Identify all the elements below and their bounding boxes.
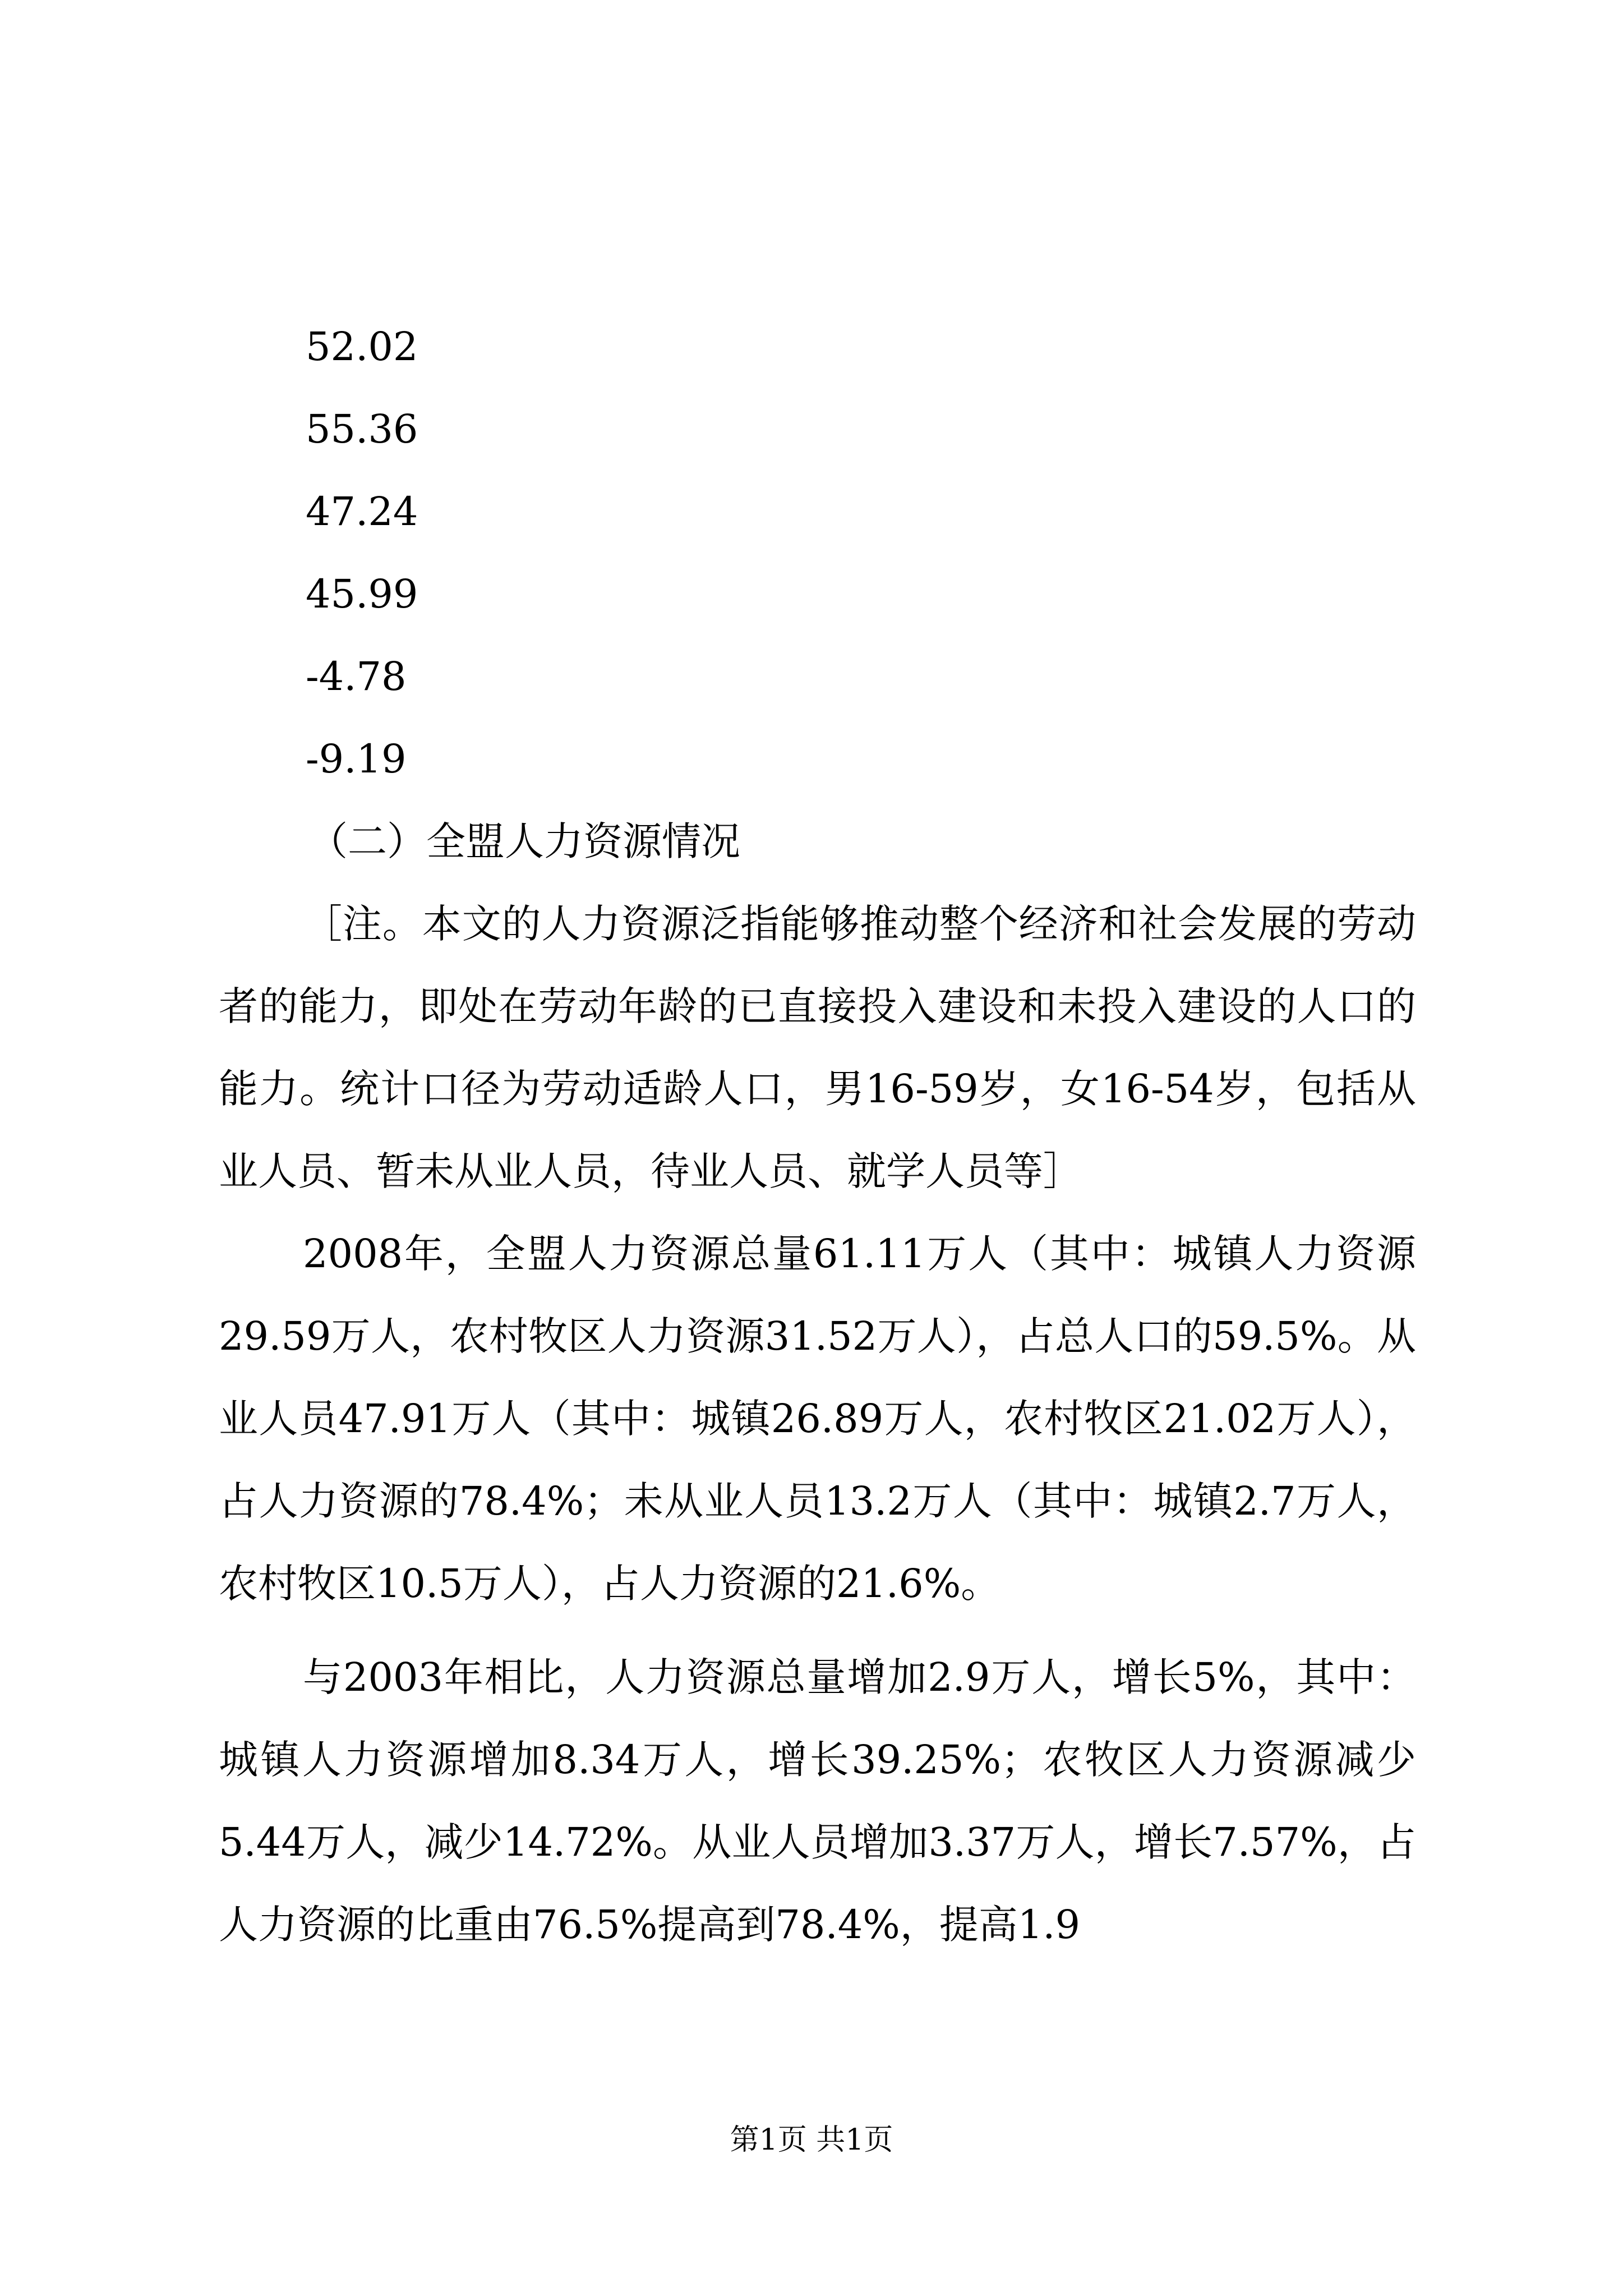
- page-footer: 第1页 共1页: [730, 2123, 893, 2157]
- number-line: -9.19: [306, 736, 407, 782]
- number-line: -4.78: [306, 654, 407, 700]
- number-line: 47.24: [306, 489, 418, 535]
- note-paragraph: ［注。本文的人力资源泛指能够推动整个经济和社会发展的劳动者的能力，即处在劳动年龄的已直接投入建设和未投入建设的人口的能力。统计口径为劳动适龄人口，男16-59岁，女16-54岁，包括从业人员、暂未从业人员，待业人员、就学人员等］: [219, 901, 1416, 1194]
- number-line: 55.36: [306, 406, 418, 452]
- number-line: 45.99: [306, 571, 418, 617]
- statistics-paragraph: 2008年，全盟人力资源总量61.11万人（其中：城镇人力资源29.59万人，农村牧区人力资源31.52万人），占总人口的59.5%。从业人员47.91万人（其中：城镇26.89万人，农村牧区21.02万人），占人力资源的78.4%；未从业人员13.2万人（其中：城镇2.7万人，农村牧区10.5万人），占人力资源的21.6%。: [219, 1231, 1416, 1607]
- section-heading: （二）全盟人力资源情况: [308, 818, 740, 864]
- document-body: [219, 306, 1416, 1966]
- number-line: 52.02: [306, 324, 418, 370]
- comparison-paragraph: 与2003年相比，人力资源总量增加2.9万人，增长5%，其中：城镇人力资源增加8.34万人，增长39.25%；农牧区人力资源减少5.44万人，减少14.72%。从业人员增加3.37万人，增长7.57%，占人力资源的比重由76.5%提高到78.4%，提高1.9: [219, 1654, 1416, 1948]
